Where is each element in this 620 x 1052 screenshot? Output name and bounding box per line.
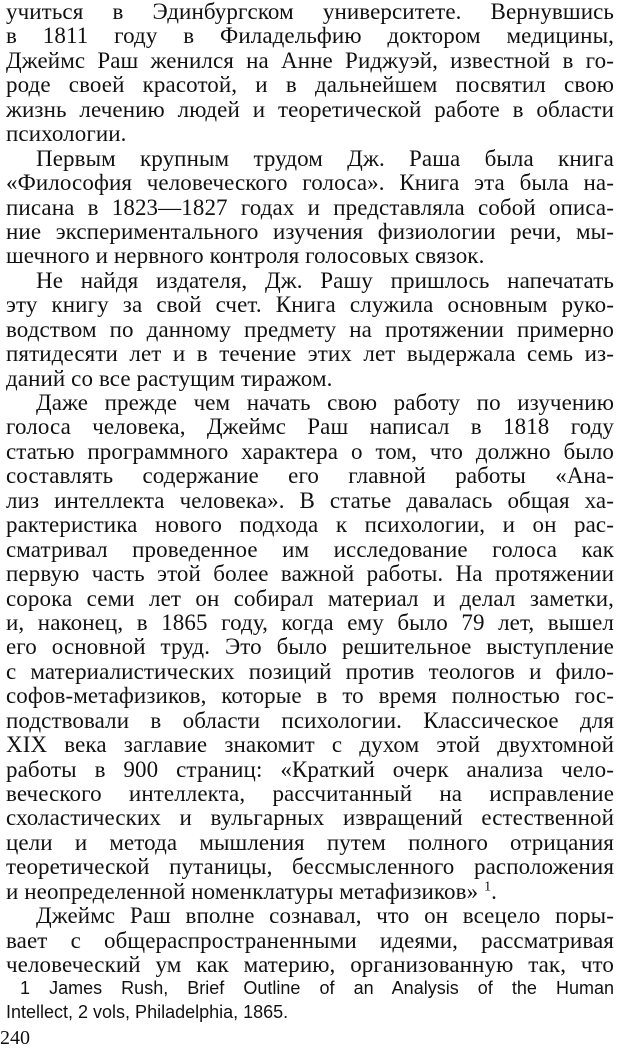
body-line: роде своей красотой, и в дальнейшем посвятил свою <box>6 72 614 98</box>
body-line: пятидесяти лет и в течение этих лет выдержала семь из- <box>6 341 614 367</box>
body-line: цели и метода мышления путем полного отрицания <box>6 829 614 855</box>
body-line: рактеристика нового подхода к психологии, и он рас- <box>6 512 614 538</box>
body-line: голоса человека, Джеймс Раш написал в 1818 году <box>6 414 614 440</box>
body-text <box>6 0 614 978</box>
footnote <box>6 976 614 1024</box>
body-line: лиз интеллекта человека». В статье давалась общая ха- <box>6 487 614 513</box>
body-line-text: и неопределенной номенклатуры метафизиков» <box>6 878 479 904</box>
body-line: схоластических и вульгарных извращений естественной <box>6 805 614 831</box>
body-line: человеческий ум как материю, организованную так, что <box>6 952 614 978</box>
page-number: 240 <box>0 1027 30 1049</box>
body-line: эту книгу за свой счет. Книга служила основным руко- <box>6 292 614 318</box>
paragraph-start-line: Даже прежде чем начать свою работу по изучению <box>36 390 614 415</box>
body-line: с материалистических позиций против теологов и фило- <box>6 658 614 684</box>
body-line: водством по данному предмету на протяжении примерно <box>6 316 614 342</box>
body-line: и, наконец, в 1865 году, когда ему было 79 лет, вышел <box>6 609 614 635</box>
body-line: сорока семи лет он собирал материал и делал заметки, <box>6 585 614 611</box>
body-line: вает с общераспространенными идеями, рассматривая <box>6 927 614 953</box>
paragraph-start-line: Не найдя издателя, Дж. Рашу пришлось напечатать <box>36 267 614 293</box>
body-line: ние экспериментального изучения физиологии речи, мы- <box>6 218 614 244</box>
body-line: теоретической путаницы, бессмысленного расположения <box>6 854 614 880</box>
body-line: жизнь лечению людей и теоретической работе в области <box>6 96 614 122</box>
footnote-line: 1 James Rush, Brief Outline of an Analysis of the Human <box>20 978 614 998</box>
body-line-with-footnote: и неопределенной номенклатуры метафизиков» $^1$. <box>6 878 498 904</box>
paragraph-start-line: Первым крупным трудом Дж. Раша была книга <box>36 145 614 171</box>
footnote-marker[interactable]: 1 <box>484 879 492 895</box>
footnote-line: Intellect, 2 vols, Philadelphia, 1865. <box>6 1002 289 1022</box>
body-line: психологии. <box>6 121 127 147</box>
body-line: писана в 1823—1827 годах и представляла собой описа- <box>6 194 614 220</box>
body-line: статью программного характера о том, что должно было <box>6 438 614 464</box>
body-line: Джеймс Раш женился на Анне Риджуэй, известной в го- <box>6 47 614 73</box>
body-line: учиться в Эдинбургском университете. Вернувшись <box>6 0 614 24</box>
body-line: первую часть этой более важной работы. На протяжении <box>6 561 614 587</box>
body-line: «Философия человеческого голоса». Книга эта была на- <box>6 170 614 196</box>
body-line: шечного и нервного контроля голосовых связок. <box>6 243 485 269</box>
paragraph-start-line: Джеймс Раш вполне сознавал, что он всецело поры- <box>36 903 614 929</box>
body-line: веческого интеллекта, рассчитанный на исправление <box>6 781 614 806</box>
body-line: даний со все растущим тиражом. <box>6 365 333 391</box>
body-line: XIX века заглавие знакомит с духом этой двухтомной <box>6 732 614 758</box>
body-line: в 1811 году в Филадельфию доктором медицины, <box>6 23 614 49</box>
body-line: составлять содержание его главной работы «Ана- <box>6 463 614 489</box>
body-line: его основной труд. Это было решительное выступление <box>6 634 614 660</box>
body-line: софов-метафизиков, которые в то время полностью гос- <box>6 683 614 709</box>
body-line: подствовали в области психологии. Классическое для <box>6 707 614 733</box>
body-line: работы в 900 страниц: «Краткий очерк анализа чело- <box>6 756 614 782</box>
body-line: сматривал проведенное им исследование голоса как <box>6 536 614 562</box>
